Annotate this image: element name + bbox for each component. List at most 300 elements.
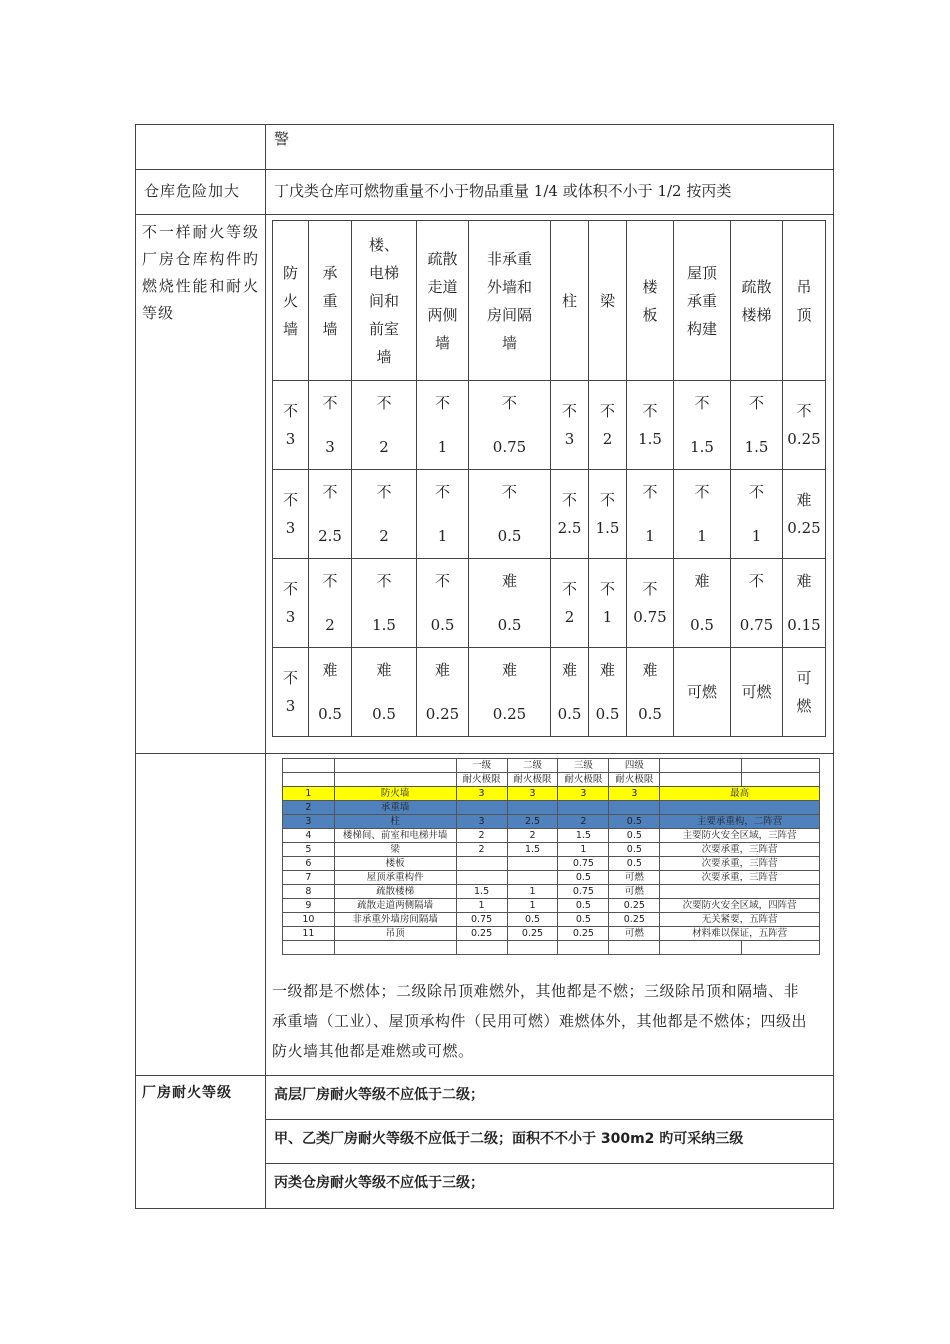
row-warehouse-risk <box>136 170 833 215</box>
row-fire-rating-label: 不一样耐火等级厂房仓库构件旳燃烧性能和耐火等级 <box>136 215 266 753</box>
fire-cell <box>551 559 589 648</box>
sheet-cell: 主要防火安全区域，三阵营 <box>660 829 820 843</box>
sheet-cell: 楼板 <box>334 857 456 871</box>
fire-cell <box>731 648 783 737</box>
fire-header-text: 承重 <box>686 291 717 310</box>
fire-cell-text: 不 <box>748 572 764 590</box>
sheet-cell <box>456 857 507 871</box>
fire-cell-text <box>417 417 468 433</box>
fire-header-text: 疏散 <box>741 277 772 296</box>
sheet-cell: 疏散走道两侧隔墙 <box>334 899 456 913</box>
fire-cell-text <box>674 595 730 611</box>
sheet-cell: 承重墙 <box>334 801 456 815</box>
sheet-empty-cell <box>507 941 558 955</box>
fire-cell-text <box>309 506 351 522</box>
sheet-header-cell: 三级 <box>558 759 609 773</box>
grade-line-1: 高层厂房耐火等级不应低于二级； <box>266 1076 833 1120</box>
fire-cell-text: 0.5 <box>497 527 522 545</box>
fire-cell <box>627 559 674 648</box>
fire-cell <box>783 648 826 737</box>
fire-cell-text: 不 <box>599 580 615 598</box>
sheet-cell: 3 <box>456 815 507 829</box>
fire-header-cell <box>352 221 417 381</box>
fire-cell-text <box>627 684 673 700</box>
fire-cell-text: 2 <box>379 438 389 456</box>
fire-header-text: 柱 <box>561 291 577 310</box>
fire-cell-text: 难 <box>796 572 812 590</box>
sheet-cell: 次要承重，三阵营 <box>660 871 820 885</box>
sheet-header-cell: 四级 <box>609 759 660 773</box>
sheet-cell: 0.5 <box>609 829 660 843</box>
sheet-cell: 2 <box>558 815 609 829</box>
fire-cell <box>352 648 417 737</box>
fire-cell-text: 0.25 <box>787 430 821 448</box>
sheet-row <box>283 885 820 899</box>
fire-cell-text: 不 <box>694 483 710 501</box>
fire-header-text: 疏散 <box>427 249 458 268</box>
fire-cell-text: 1 <box>602 608 613 626</box>
fire-header-cell <box>731 221 783 381</box>
fire-header-text: 非承重 <box>486 249 532 268</box>
fire-cell-text: 不 <box>322 572 338 590</box>
fire-cell-text: 2.5 <box>557 519 582 537</box>
fire-cell-text: 不 <box>642 402 658 420</box>
fire-header-text: 间和 <box>368 291 399 310</box>
sheet-header-cell: 一级 <box>456 759 507 773</box>
fire-cell <box>469 559 551 648</box>
fire-cell <box>627 648 674 737</box>
sheet-cell: 疏散楼梯 <box>334 885 456 899</box>
sheet-cell: 次要承重，三阵营 <box>660 843 820 857</box>
sheet-cell <box>507 857 558 871</box>
sheet-cell: 0.5 <box>558 871 609 885</box>
sheet-cell: 6 <box>283 857 335 871</box>
sheet-cell <box>456 871 507 885</box>
sheet-cell: 1 <box>507 885 558 899</box>
fire-cell-text: 不 <box>599 402 615 420</box>
fire-cell-text: 2 <box>379 527 389 545</box>
row-factory-fire-grade-label: 厂房耐火等级 <box>136 1076 266 1208</box>
fire-cell-text: 1 <box>697 527 707 545</box>
fire-cell <box>783 470 826 559</box>
fire-cell <box>731 381 783 470</box>
fire-cell <box>273 381 309 470</box>
fire-cell <box>551 381 589 470</box>
sheet-cell: 1.5 <box>507 843 558 857</box>
row-warning <box>136 125 833 170</box>
fire-cell-text <box>309 684 351 700</box>
fire-cell-text: 1.5 <box>638 430 662 448</box>
fire-cell-text: 0.5 <box>430 616 455 634</box>
fire-header-text: 楼 <box>642 277 658 296</box>
sheet-row <box>283 913 820 927</box>
sheet-cell <box>660 801 820 815</box>
fire-cell-text <box>674 417 730 433</box>
sheet-row <box>283 843 820 857</box>
sheet-cell: 0.25 <box>609 913 660 927</box>
sheet-cell: 4 <box>283 829 335 843</box>
fire-cell-text: 不 <box>561 491 577 509</box>
sheet-cell <box>558 801 609 815</box>
fire-cell-text: 3 <box>564 430 575 448</box>
fire-table-row <box>273 470 826 559</box>
fire-cell-text: 不 <box>282 491 298 509</box>
sheet-cell: 0.5 <box>609 857 660 871</box>
fire-cell-text: 难 <box>434 661 450 679</box>
fire-header-text: 承 <box>322 263 338 282</box>
fire-header-cell <box>783 221 826 381</box>
fire-cell <box>627 381 674 470</box>
fire-cell-text: 不 <box>322 483 338 501</box>
fire-header-text: 走道 <box>427 277 458 296</box>
fire-cell-text <box>309 595 351 611</box>
sheet-empty-cell <box>283 941 335 955</box>
fire-cell-text: 3 <box>285 519 296 537</box>
sheet-cell: 2 <box>283 801 335 815</box>
sheet-cell: 可燃 <box>609 885 660 899</box>
fire-cell-text: 难 <box>642 661 658 679</box>
fire-header-text: 墙 <box>322 319 338 338</box>
sheet-cell: 10 <box>283 913 335 927</box>
fire-cell <box>273 559 309 648</box>
fire-table-row <box>273 381 826 470</box>
fire-header-cell <box>627 221 674 381</box>
sheet-header-cell: 耐火极限 <box>456 773 507 787</box>
sheet-row <box>283 871 820 885</box>
fire-header-text: 板 <box>642 305 658 324</box>
sheet-cell <box>609 801 660 815</box>
sheet-cell: 2 <box>456 843 507 857</box>
sheet-cell: 1.5 <box>456 885 507 899</box>
fire-cell-text: 0.5 <box>318 705 342 723</box>
sheet-header-cell: 二级 <box>507 759 558 773</box>
sheet-empty-cell <box>334 941 456 955</box>
fire-cell-text: 不 <box>434 394 450 412</box>
sheet-cell: 吊顶 <box>334 927 456 941</box>
fire-cell-text <box>731 506 782 522</box>
fire-header-cell <box>674 221 731 381</box>
fire-header-text: 楼梯 <box>741 305 772 324</box>
sheet-empty-cell <box>456 941 507 955</box>
sheet-empty-cell <box>609 941 660 955</box>
sheet-cell: 屋顶承重构件 <box>334 871 456 885</box>
sheet-cell: 3 <box>283 815 335 829</box>
sheet-cell: 可燃 <box>609 871 660 885</box>
sheet-cell: 0.75 <box>558 857 609 871</box>
fire-cell <box>589 381 627 470</box>
sheet-header-cell <box>283 773 335 787</box>
fire-cell <box>273 648 309 737</box>
sheet-cell: 无关紧要，五阵营 <box>660 913 820 927</box>
sheet-cell: 0.75 <box>558 885 609 899</box>
fire-cell-text: 2 <box>602 430 613 448</box>
fire-cell-text <box>352 506 416 522</box>
fire-cell-text: 1 <box>437 438 448 456</box>
sheet-cell: 楼梯间、前室和电梯井墙 <box>334 829 456 843</box>
fire-header-cell <box>469 221 551 381</box>
fire-cell-text <box>417 506 468 522</box>
fire-header-text: 墙 <box>376 347 392 366</box>
sheet-cell: 3 <box>507 787 558 801</box>
fire-cell-text: 不 <box>561 402 577 420</box>
sheet-cell: 1 <box>456 899 507 913</box>
sheet-cell: 0.5 <box>609 843 660 857</box>
sheet-cell: 1.5 <box>558 829 609 843</box>
fire-cell-text: 1.5 <box>372 616 396 634</box>
fire-cell-text: 可燃 <box>741 683 772 701</box>
fire-header-text: 前室 <box>368 319 399 338</box>
fire-cell-text: 1.5 <box>595 519 620 537</box>
fire-cell-text: 难 <box>796 491 812 509</box>
fire-cell-text: 2 <box>325 616 335 634</box>
fire-header-text: 外墙和 <box>486 277 532 296</box>
fire-cell <box>352 470 417 559</box>
fire-cell-text <box>731 595 782 611</box>
fire-cell <box>674 559 731 648</box>
sheet-header-cell <box>660 759 742 773</box>
fire-cell-text: 0.75 <box>633 608 667 626</box>
fire-cell-text <box>731 417 782 433</box>
fire-cell-text: 燃 <box>796 697 812 715</box>
sheet-header-cell <box>742 759 820 773</box>
fire-cell <box>551 648 589 737</box>
grade-line-2: 甲、乙类厂房耐火等级不应低于二级；面积不不小于 300m2 旳可采纳三级 <box>266 1120 833 1164</box>
fire-header-cell <box>309 221 352 381</box>
fire-cell-text: 不 <box>322 394 338 412</box>
fire-cell-text: 1 <box>645 527 655 545</box>
fire-header-text: 墙 <box>282 319 298 338</box>
sheet-cell: 0.5 <box>558 913 609 927</box>
fire-cell <box>417 648 469 737</box>
sheet-cell: 0.5 <box>558 899 609 913</box>
fire-cell <box>589 559 627 648</box>
row-warehouse-risk-label: 仓库危险加大 <box>136 170 266 214</box>
fire-cell-text: 1 <box>437 527 448 545</box>
sheet-cell: 2.5 <box>507 815 558 829</box>
fire-cell <box>417 559 469 648</box>
fire-cell-text: 0.25 <box>425 705 460 723</box>
fire-cell <box>674 381 731 470</box>
grade-line-3: 丙类仓房耐火等级不应低于三级； <box>274 1175 484 1191</box>
sheet-cell: 9 <box>283 899 335 913</box>
fire-header-text: 墙 <box>434 333 450 352</box>
sheet-cell: 主要承重构，二阵营 <box>660 815 820 829</box>
row-warehouse-risk-text: 丁戊类仓库可燃物重量不小于物品重量 1/4 或体积不小于 1/2 按丙类 <box>274 182 732 200</box>
sheet-row <box>283 829 820 843</box>
fire-header-cell <box>273 221 309 381</box>
fire-cell-text: 不 <box>561 580 577 598</box>
fire-table-row <box>273 559 826 648</box>
sheet-cell: 3 <box>558 787 609 801</box>
row-spreadsheet <box>136 754 833 1076</box>
fire-header-cell <box>417 221 469 381</box>
fire-header-text: 吊 <box>796 277 812 296</box>
sheet-cell: 0.25 <box>609 899 660 913</box>
sheet-row <box>283 857 820 871</box>
fire-cell-text <box>417 684 468 700</box>
fire-cell <box>309 470 352 559</box>
fire-cell <box>273 470 309 559</box>
fire-cell <box>627 470 674 559</box>
fire-cell-text: 2.5 <box>318 527 342 545</box>
fire-cell-text: 0.5 <box>690 616 714 634</box>
fire-cell <box>783 381 826 470</box>
fire-cell <box>589 648 627 737</box>
fire-cell-text <box>469 506 550 522</box>
fire-cell-text: 难 <box>599 661 615 679</box>
sheet-cell: 次要防火安全区域，四阵营 <box>660 899 820 913</box>
fire-cell-text <box>352 684 416 700</box>
spreadsheet-image <box>282 758 820 955</box>
sheet-cell <box>456 801 507 815</box>
fire-cell-text: 可燃 <box>686 683 717 701</box>
row-warning-text: 警 <box>274 130 290 148</box>
fire-cell-text: 可 <box>796 669 812 687</box>
fire-cell-text: 0.5 <box>557 705 582 723</box>
fire-cell-text: 3 <box>285 430 296 448</box>
fire-cell <box>674 648 731 737</box>
fire-cell-text <box>469 417 550 433</box>
sheet-cell: 柱 <box>334 815 456 829</box>
sheet-row <box>283 801 820 815</box>
main-table <box>135 124 834 1209</box>
fire-cell-text: 1.5 <box>744 438 769 456</box>
fire-cell-text: 不 <box>796 402 812 420</box>
fire-cell <box>309 648 352 737</box>
fire-cell-text: 不 <box>748 483 764 501</box>
sheet-cell: 1 <box>507 899 558 913</box>
fire-cell-text: 1.5 <box>690 438 714 456</box>
fire-header-text: 两侧 <box>427 305 458 324</box>
fire-cell <box>783 559 826 648</box>
row-factory-fire-grade <box>136 1076 833 1208</box>
fire-cell <box>469 648 551 737</box>
row-warning-label <box>136 125 266 169</box>
fire-cell-text: 0.5 <box>595 705 620 723</box>
sheet-empty-row <box>283 941 820 955</box>
fire-cell <box>674 470 731 559</box>
fire-cell <box>309 381 352 470</box>
fire-header-cell <box>551 221 589 381</box>
sheet-row <box>283 787 820 801</box>
fire-cell-text <box>469 595 550 611</box>
sheet-empty-cell <box>558 941 609 955</box>
fire-cell <box>469 381 551 470</box>
fire-cell-text: 0.5 <box>372 705 396 723</box>
fire-cell-text <box>352 417 416 433</box>
fire-header-text: 电梯 <box>368 263 399 282</box>
fire-cell-text: 0.15 <box>787 616 821 634</box>
fire-cell-text: 不 <box>376 483 392 501</box>
fire-cell <box>731 470 783 559</box>
fire-header-text: 构建 <box>686 319 717 338</box>
sheet-cell: 2 <box>456 829 507 843</box>
fire-cell <box>417 381 469 470</box>
sheet-cell <box>660 885 820 899</box>
sheet-cell: 7 <box>283 871 335 885</box>
sheet-cell: 防火墙 <box>334 787 456 801</box>
sheet-cell: 非承重外墙房间隔墙 <box>334 913 456 927</box>
fire-cell-text: 不 <box>501 394 517 412</box>
fire-cell-text: 不 <box>434 483 450 501</box>
fire-cell <box>469 470 551 559</box>
fire-header-text: 防 <box>282 263 298 282</box>
fire-cell-text <box>674 506 730 522</box>
fire-header-text: 楼、 <box>368 235 399 254</box>
row-fire-rating <box>136 215 833 754</box>
fire-cell-text <box>309 417 351 433</box>
fire-header-cell <box>589 221 627 381</box>
sheet-cell: 8 <box>283 885 335 899</box>
fire-cell <box>352 381 417 470</box>
fire-cell-text: 2 <box>564 608 575 626</box>
sheet-header-row <box>283 773 820 787</box>
fire-cell-text: 难 <box>694 572 710 590</box>
fire-cell-text <box>469 684 550 700</box>
fire-cell-text: 不 <box>376 394 392 412</box>
sheet-cell: 5 <box>283 843 335 857</box>
sheet-cell <box>507 801 558 815</box>
sheet-cell: 11 <box>283 927 335 941</box>
sheet-header-cell: 耐火极限 <box>609 773 660 787</box>
fire-cell <box>731 559 783 648</box>
sheet-empty-cell <box>742 941 820 955</box>
sheet-cell: 次要承重，三阵营 <box>660 857 820 871</box>
fire-cell-text: 不 <box>282 669 298 687</box>
sheet-row <box>283 927 820 941</box>
fire-cell <box>417 470 469 559</box>
fire-cell-text: 不 <box>376 572 392 590</box>
sheet-header-cell <box>660 773 742 787</box>
sheet-header-row <box>283 759 820 773</box>
sheet-empty-cell <box>660 941 742 955</box>
fire-cell <box>309 559 352 648</box>
fire-cell-text: 0.25 <box>787 519 821 537</box>
sheet-header-cell: 耐火极限 <box>558 773 609 787</box>
sheet-header-cell <box>334 773 456 787</box>
sheet-cell: 2 <box>507 829 558 843</box>
fire-cell-text <box>417 595 468 611</box>
fire-cell-text: 0.5 <box>638 705 662 723</box>
fire-table-header-row <box>273 221 826 381</box>
fire-header-text: 房间隔 <box>486 305 532 324</box>
fire-cell-text: 不 <box>282 580 298 598</box>
fire-cell <box>589 470 627 559</box>
sheet-header-cell <box>742 773 820 787</box>
fire-cell <box>352 559 417 648</box>
fire-cell-text: 难 <box>501 572 517 590</box>
fire-cell-text: 难 <box>561 661 577 679</box>
fire-cell-text: 3 <box>285 697 296 715</box>
fire-cell-text <box>589 684 626 700</box>
fire-cell-text <box>551 684 588 700</box>
sheet-cell: 最高 <box>660 787 820 801</box>
sheet-cell: 0.75 <box>456 913 507 927</box>
sheet-cell: 1 <box>558 843 609 857</box>
sheet-header-cell: 耐火极限 <box>507 773 558 787</box>
fire-cell-text <box>783 595 825 611</box>
fire-cell-text: 0.25 <box>492 705 527 723</box>
fire-cell-text: 难 <box>501 661 517 679</box>
sheet-cell: 材料难以保证，五阵营 <box>660 927 820 941</box>
fire-cell-text: 难 <box>322 661 338 679</box>
fire-header-text: 火 <box>282 291 298 310</box>
fire-cell <box>551 470 589 559</box>
sheet-header-cell <box>334 759 456 773</box>
sheet-cell: 0.25 <box>558 927 609 941</box>
fire-header-text: 重 <box>322 291 338 310</box>
fire-cell-text: 不 <box>282 402 298 420</box>
